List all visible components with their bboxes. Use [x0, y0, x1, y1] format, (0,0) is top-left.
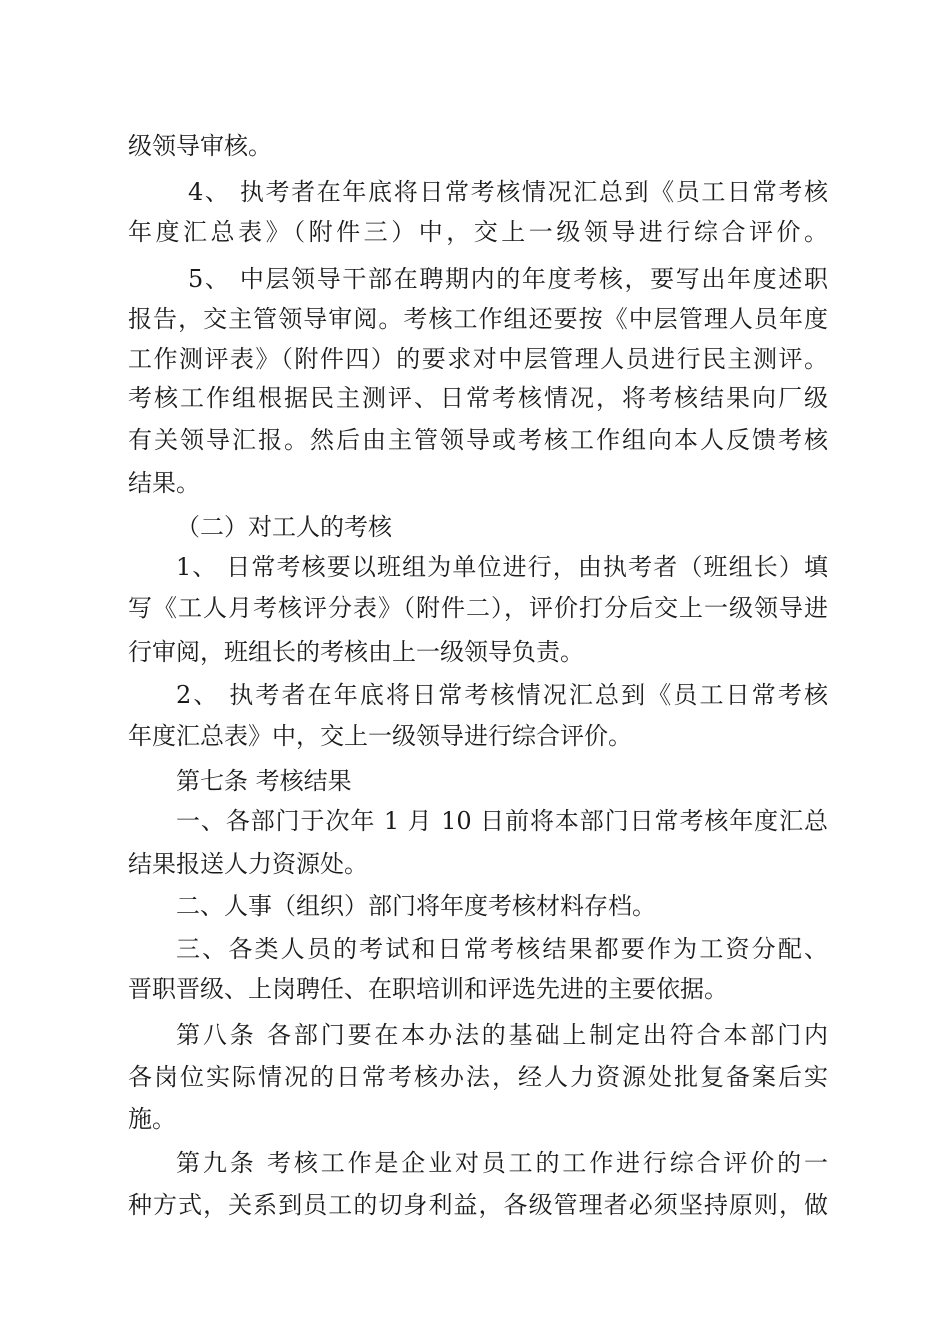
text-line: 考核工作组根据民主测评、日常考核情况，将考核结果向厂级 — [128, 384, 828, 412]
text-line: 三、各类人员的考试和日常考核结果都要作为工资分配、 — [176, 935, 828, 963]
text-line: 年度汇总表》中，交上一级领导进行综合评价。 — [128, 722, 632, 750]
text-line: 5、 中层领导干部在聘期内的年度考核，要写出年度述职 — [188, 265, 828, 293]
text-line: 二、人事（组织）部门将年度考核材料存档。 — [176, 892, 656, 920]
article-heading: 第七条 考核结果 — [176, 767, 352, 795]
text-line: 一、各部门于次年 1 月 10 日前将本部门日常考核年度汇总 — [176, 807, 828, 835]
text-line: 4、 执考者在年底将日常考核情况汇总到《员工日常考核 — [188, 178, 828, 206]
text-line: 1、 日常考核要以班组为单位进行，由执考者（班组长）填 — [176, 553, 828, 581]
text-line: 报告，交主管领导审阅。考核工作组还要按《中层管理人员年度 — [128, 305, 828, 333]
text-line: 有关领导汇报。然后由主管领导或考核工作组向本人反馈考核 — [128, 426, 828, 454]
text-line: 结果报送人力资源处。 — [128, 850, 368, 878]
text-line: 种方式，关系到员工的切身利益，各级管理者必须坚持原则，做 — [128, 1191, 828, 1219]
text-line: 第九条 考核工作是企业对员工的工作进行综合评价的一 — [176, 1149, 828, 1177]
text-line: 写《工人月考核评分表》（附件二），评价打分后交上一级领导进 — [128, 594, 828, 622]
text-line: 结果。 — [128, 469, 200, 497]
text-line: 第八条 各部门要在本办法的基础上制定出符合本部门内 — [176, 1021, 828, 1049]
section-heading: （二）对工人的考核 — [176, 513, 392, 541]
text-line: 级领导审核。 — [128, 132, 272, 160]
text-line: 行审阅，班组长的考核由上一级领导负责。 — [128, 638, 584, 666]
text-line: 年度汇总表》（附件三）中，交上一级领导进行综合评价。 — [128, 218, 828, 246]
text-line: 工作测评表》（附件四）的要求对中层管理人员进行民主测评。 — [128, 345, 828, 373]
text-line: 各岗位实际情况的日常考核办法，经人力资源处批复备案后实 — [128, 1063, 828, 1091]
text-line: 2、 执考者在年底将日常考核情况汇总到《员工日常考核 — [176, 681, 828, 709]
text-line: 施。 — [128, 1105, 176, 1133]
text-line: 晋职晋级、上岗聘任、在职培训和评选先进的主要依据。 — [128, 975, 728, 1003]
